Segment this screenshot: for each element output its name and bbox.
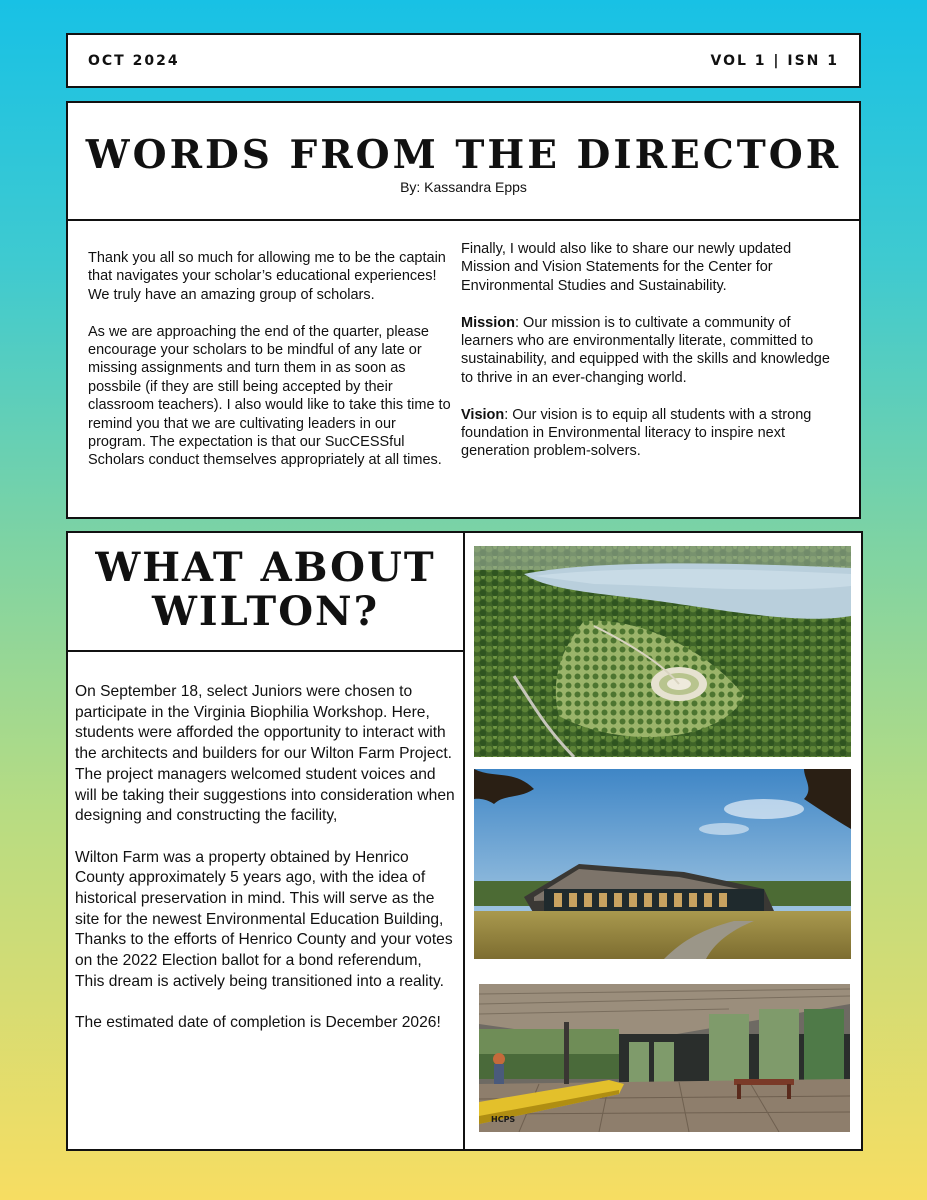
director-letter-box bbox=[66, 219, 861, 519]
vision-statement bbox=[461, 406, 841, 461]
director-left-column bbox=[88, 249, 455, 517]
building-exterior-rendering bbox=[474, 769, 851, 959]
wilton-paragraph: The estimated date of completion is December 2026! bbox=[75, 1014, 441, 1032]
wilton-title-line: WILTON? bbox=[151, 588, 380, 635]
wilton-title-line: WHAT ABOUT bbox=[95, 544, 436, 591]
director-paragraph: As we are approaching the end of the quarter, please encourage your scholars to be mindful of any late or missing assignments and turn them in as soon as possbile (if they are still being accepted by their classroom teachers). I also would like to take this time to remind you that we are cultivating leaders in our program. The expectation is that our SucCESSful Scholars conduct themselves appropriately at all times. bbox=[88, 323, 451, 469]
wilton-paragraph: On September 18, select Juniors were chosen to participate in the Virginia Biophilia Workshop. Here, students were afforded the opportunity to interact with the architects and builders for our Wilton Farm Project. The project managers welcomed student voices and will be taking their suggestions into consideration when designing and constructing the facility, bbox=[75, 683, 455, 825]
aerial-site-photo bbox=[474, 546, 851, 757]
director-heading-box bbox=[66, 101, 861, 221]
interior-sign-text: HCPS bbox=[491, 1115, 516, 1124]
director-paragraph: Thank you all so much for allowing me to be the captain that navigates your scholar’s educational experiences! We truly have an amazing group of scholars. bbox=[88, 250, 446, 303]
wilton-section-title bbox=[68, 546, 463, 634]
wilton-section bbox=[66, 531, 863, 1151]
vision-label: Vision bbox=[461, 406, 505, 423]
director-right-column bbox=[461, 240, 841, 517]
director-byline: By: Kassandra Epps bbox=[400, 179, 527, 195]
wilton-article-body bbox=[68, 652, 465, 1149]
director-intro-paragraph: Finally, I would also like to share our newly updated Mission and Vision Statements for the Center for Environmental Studies and Sustainability. bbox=[461, 241, 792, 294]
issue-header-bar bbox=[66, 33, 861, 88]
interior-rendering bbox=[479, 984, 850, 1132]
mission-text: : Our mission is to cultivate a community of learners who are environmentally literate, committed to sustainability, and equipped with the skills and knowledge to thrive in an ever-changing world. bbox=[461, 314, 830, 386]
wilton-paragraph: Wilton Farm was a property obtained by Henrico County approximately 5 years ago, with the idea of historical preservation in mind. This will serve as the site for the newest Environmental Education Building, Thanks to the efforts of Henrico County and your votes on the 2022 Election ballot for a bond referendum, This dream is actively being transitioned into a reality. bbox=[75, 848, 453, 990]
vision-text: : Our vision is to equip all students with a strong foundation in Environmental literacy to inspire next generation problem-solvers. bbox=[461, 406, 812, 460]
mission-statement bbox=[461, 314, 841, 388]
mission-label: Mission bbox=[461, 314, 515, 331]
director-section-title: WORDS FROM THE DIRECTOR bbox=[85, 132, 842, 178]
wilton-heading-box bbox=[68, 533, 465, 652]
issue-date: OCT 2024 bbox=[88, 52, 180, 69]
issue-volume: VOL 1 | ISN 1 bbox=[710, 52, 839, 69]
